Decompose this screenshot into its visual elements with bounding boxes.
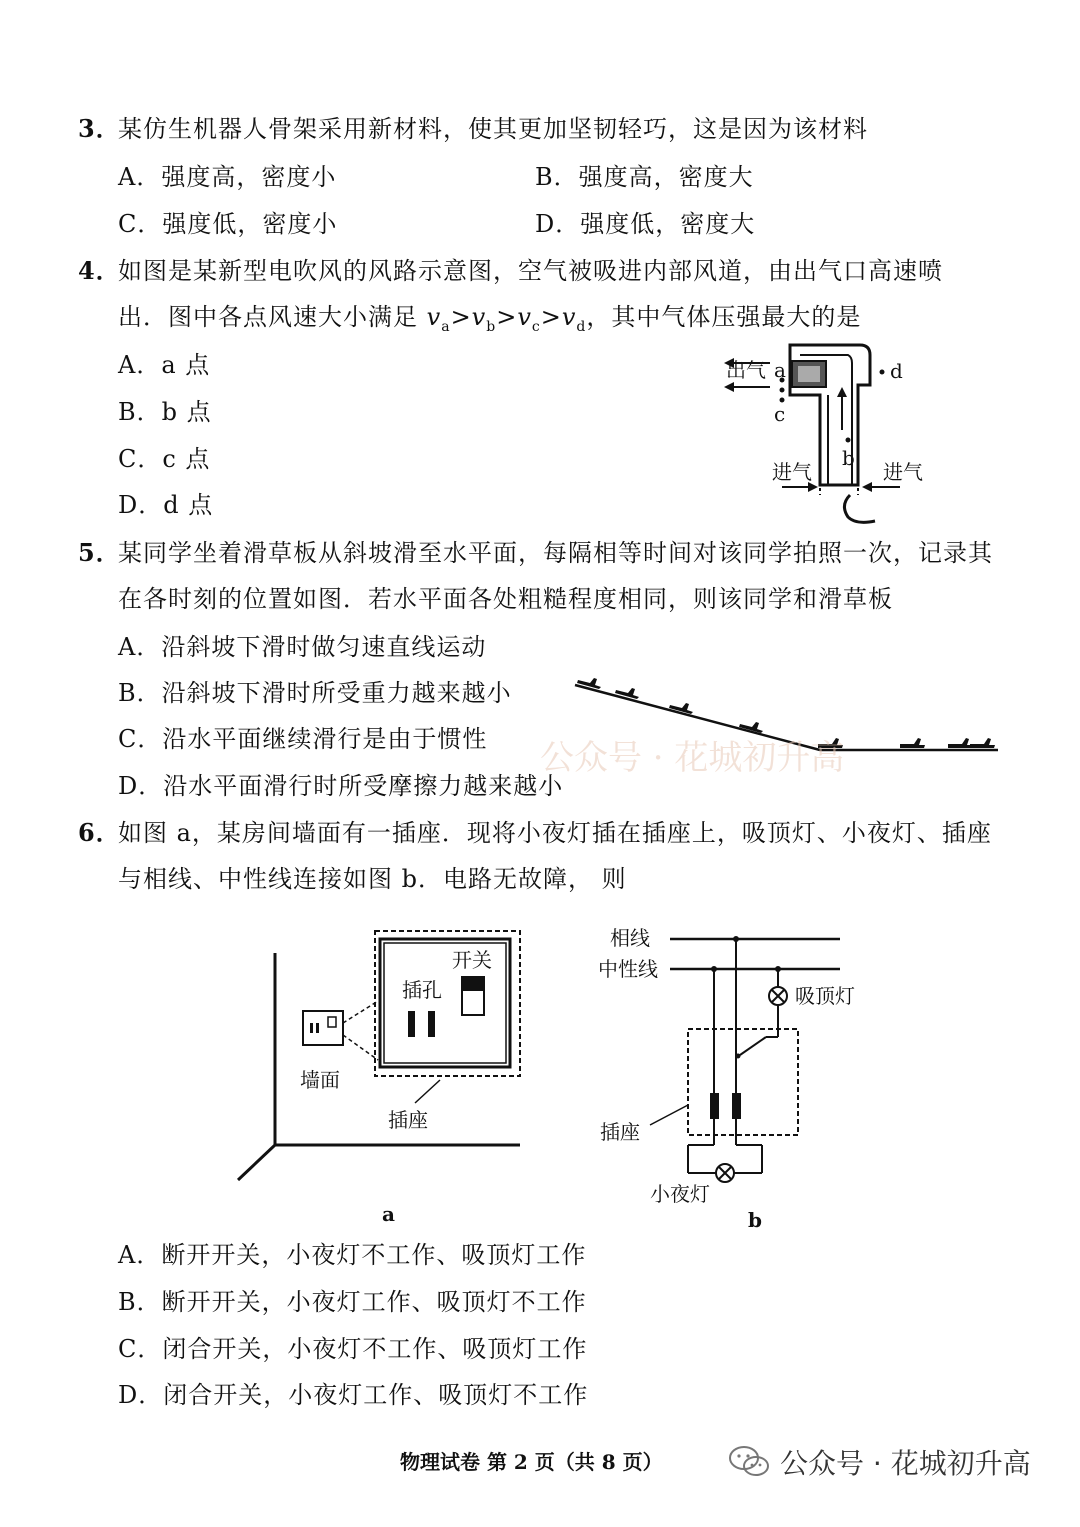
q4-option-d: D．d 点 <box>118 491 214 519</box>
q4-gt-2: > <box>496 303 518 331</box>
q4-va: v <box>426 303 442 331</box>
q6-stem-line1: 如图 a，某房间墙面有一插座．现将小夜灯插在插座上，吸顶灯、小夜灯、插座 <box>118 819 992 847</box>
brand-text: 公众号 · 花城初升高 <box>780 1447 1031 1480</box>
fig-a-jack-label: 插孔 <box>402 978 442 1002</box>
q3-option-d: D．强度低，密度大 <box>535 210 756 238</box>
fig-a-socket-label: 插座 <box>388 1108 428 1132</box>
socket-jack-right <box>428 1011 435 1037</box>
dryer-outlet-label: 出气 <box>726 358 766 382</box>
socket-jack-left <box>408 1011 415 1037</box>
q5-option-a: A．沿斜坡下滑时做匀速直线运动 <box>118 633 487 661</box>
q4-option-a: A．a 点 <box>118 351 211 379</box>
q4-vd-sub: d <box>576 318 587 335</box>
dryer-point-d-label: d <box>890 359 903 383</box>
fig-b-caption: b <box>748 1208 762 1232</box>
watermark-text: 公众号 · 花城初升高 <box>540 738 845 778</box>
socket-dashed-box <box>688 1029 798 1135</box>
q3-option-b: B．强度高，密度大 <box>535 163 754 191</box>
switch-blade <box>740 1037 766 1055</box>
q6-option-a: A．断开开关，小夜灯不工作、吸顶灯工作 <box>118 1241 587 1269</box>
q4-vc: v <box>517 303 532 331</box>
fig-a-switch-label: 开关 <box>452 948 492 972</box>
q6-stem-line2: 与相线、中性线连接如图 b．电路无故障， 则 <box>118 865 627 893</box>
fig-b-socket-label: 插座 <box>600 1120 640 1144</box>
q4-option-b: B．b 点 <box>118 398 212 426</box>
dryer-point-a-label: a <box>774 358 786 382</box>
small-socket <box>303 1011 343 1045</box>
q4-number: 4． <box>78 256 121 285</box>
dryer-point-c-label: c <box>774 402 786 426</box>
dryer-inlet-left-label: 进气 <box>772 460 812 484</box>
dryer-cord <box>844 495 875 522</box>
q4-stem-prefix: 出．图中各点风速大小满足 <box>118 303 427 331</box>
q4-vd: v <box>561 303 577 331</box>
wechat-icon <box>728 1444 772 1480</box>
q4-vc-sub: c <box>531 318 541 335</box>
fig-b-night-lamp-label: 小夜灯 <box>650 1182 710 1206</box>
page-footer: 物理试卷 第 2 页（共 8 页） <box>400 1450 663 1474</box>
q5-stem-line1: 某同学坐着滑草板从斜坡滑至水平面，每隔相等时间对该同学拍照一次，记录其 <box>118 539 993 567</box>
q4-vb-sub: b <box>486 318 497 335</box>
q4-stem-line1: 如图是某新型电吹风的风路示意图，空气被吸进内部风道，由出气口高速喷 <box>118 257 943 285</box>
q6-option-c: C．闭合开关，小夜灯不工作、吸顶灯工作 <box>118 1335 588 1363</box>
q5-option-d: D．沿水平面滑行时所受摩擦力越来越小 <box>118 772 564 800</box>
q5-option-b: B．沿斜坡下滑时所受重力越来越小 <box>118 679 512 707</box>
enlarged-socket-dashed-frame <box>375 931 520 1076</box>
q3-stem: 某仿生机器人骨架采用新材料，使其更加坚韧轻巧，这是因为该材料 <box>118 115 868 143</box>
q3-option-c: C．强度低，密度小 <box>118 210 338 238</box>
q6-number: 6． <box>78 818 121 847</box>
fig-b-neutral-label: 中性线 <box>598 957 658 981</box>
q5-number: 5． <box>78 538 121 567</box>
fig-a-wall-label: 墙面 <box>300 1068 340 1092</box>
q3-option-a: A．强度高，密度小 <box>118 163 337 191</box>
q5-option-c: C．沿水平面继续滑行是由于惯性 <box>118 725 488 753</box>
q4-gt-1: > <box>450 303 472 331</box>
q5-stem-line2: 在各时刻的位置如图．若水平面各处粗糙程度相同，则该同学和滑草板 <box>118 585 893 613</box>
q6-option-d: D．闭合开关，小夜灯工作、吸顶灯不工作 <box>118 1381 589 1409</box>
q4-stem-suffix: ，其中气体压强最大的是 <box>586 303 862 331</box>
fig-b-ceiling-lamp-label: 吸顶灯 <box>795 984 855 1008</box>
q4-va-sub: a <box>441 318 451 335</box>
q4-gt-3: > <box>540 303 562 331</box>
dryer-inlet-right-label: 进气 <box>883 460 923 484</box>
q4-option-c: C．c 点 <box>118 445 211 473</box>
q4-vb: v <box>471 303 487 331</box>
dryer-point-b-label: b <box>842 446 855 470</box>
q3-number: 3． <box>78 114 121 143</box>
q6-option-b: B．断开开关，小夜灯工作、吸顶灯不工作 <box>118 1288 587 1316</box>
fig-b-live-label: 相线 <box>610 926 650 950</box>
fig-a-caption: a <box>382 1202 395 1226</box>
